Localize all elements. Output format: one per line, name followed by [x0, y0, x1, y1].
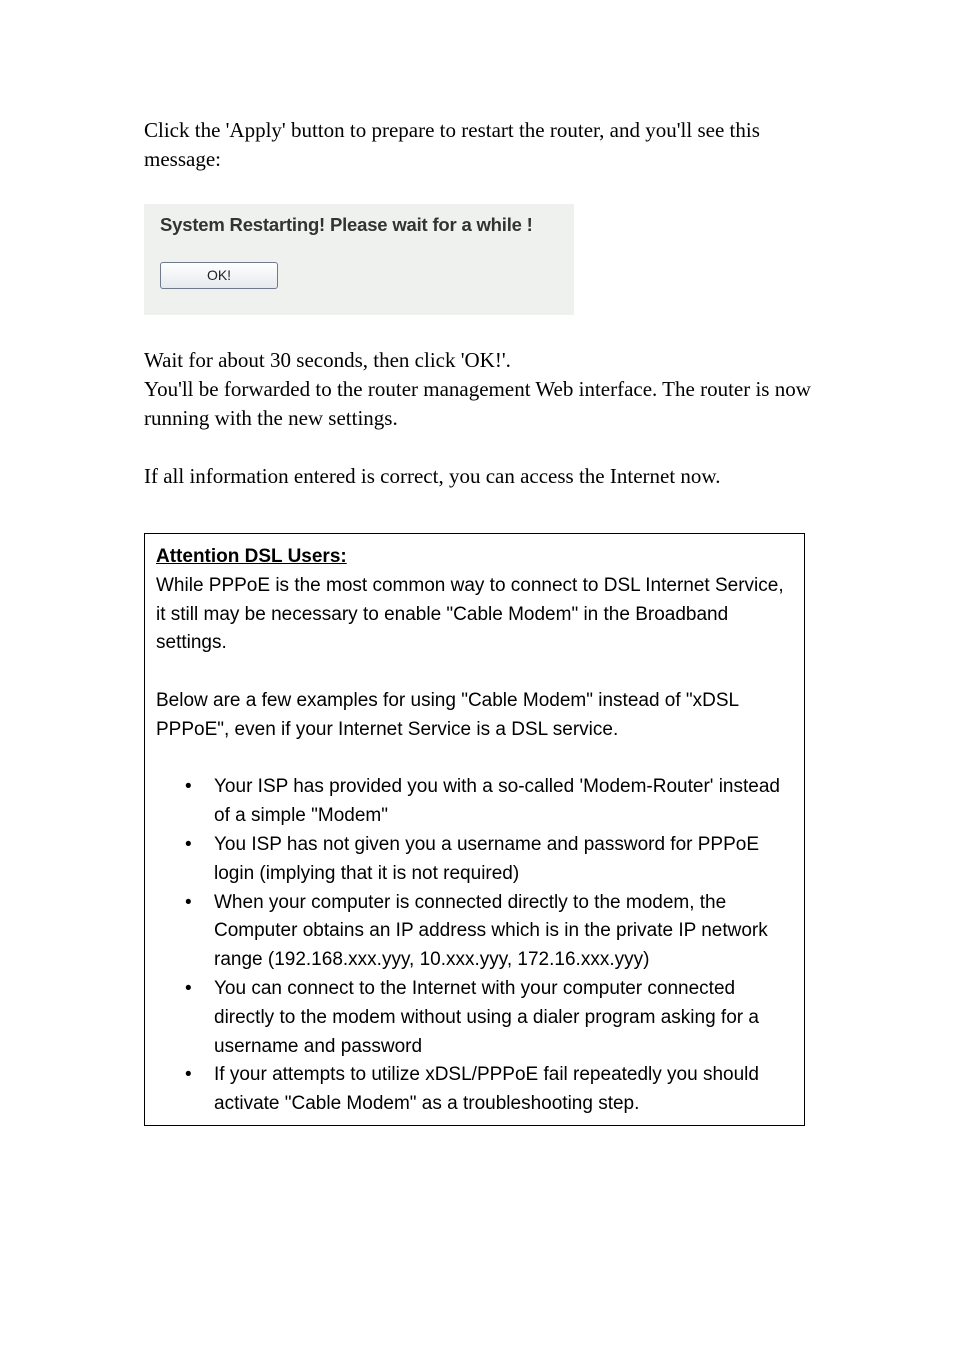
spacer — [156, 745, 793, 774]
list-item-text: Your ISP has provided you with a so-called 'Modem-Router' instead of a simple "Modem" — [214, 776, 780, 827]
list-item — [185, 889, 793, 975]
examples-list — [156, 773, 793, 1119]
wait-paragraph: Wait for about 30 seconds, then click 'OK!'. — [144, 348, 511, 372]
list-item — [185, 975, 793, 1061]
bullet-icon: • — [185, 977, 192, 999]
list-item-text: You can connect to the Internet with your computer connected directly to the modem without using a dialer program asking for a username and password — [214, 977, 759, 1057]
attention-paragraph-1: While PPPoE is the most common way to connect to DSL Internet Service, it still may be necessary to enable "Cable Modem" in the Broadband settings. — [156, 574, 784, 654]
forward-paragraph: You'll be forwarded to the router management Web interface. The router is now running with the new settings. — [144, 377, 811, 430]
restart-message: System Restarting! Please wait for a while ! — [160, 214, 533, 235]
list-item — [185, 831, 793, 889]
list-item-text: When your computer is connected directly to the modem, the Computer obtains an IP address which is in the private IP network range (192.168.xxx.yyy, 10.xxx.yyy, 172.16.xxx.yyy) — [214, 891, 768, 971]
bullet-icon: • — [185, 776, 192, 798]
bullet-icon: • — [185, 833, 192, 855]
list-item — [185, 1061, 793, 1119]
attention-box — [144, 533, 805, 1126]
bullet-icon: • — [185, 891, 192, 913]
access-paragraph: If all information entered is correct, you can access the Internet now. — [144, 464, 721, 488]
list-item — [185, 773, 793, 831]
ok-button[interactable]: OK! — [160, 262, 278, 289]
list-item-text: You ISP has not given you a username and password for PPPoE login (implying that it is not required) — [214, 833, 760, 884]
spacer — [156, 658, 793, 687]
bullet-icon: • — [185, 1064, 192, 1086]
list-item-text: If your attempts to utilize xDSL/PPPoE fail repeatedly you should activate "Cable Modem" as a troubleshooting step. — [214, 1064, 759, 1115]
attention-paragraph-2: Below are a few examples for using "Cable Modem" instead of "xDSL PPPoE", even if your Internet Service is a DSL service. — [156, 689, 739, 740]
attention-heading: Attention DSL Users: — [156, 546, 347, 567]
restart-dialog-screenshot — [144, 204, 574, 315]
intro-paragraph: Click the 'Apply' button to prepare to restart the router, and you'll see this message: — [144, 118, 760, 171]
